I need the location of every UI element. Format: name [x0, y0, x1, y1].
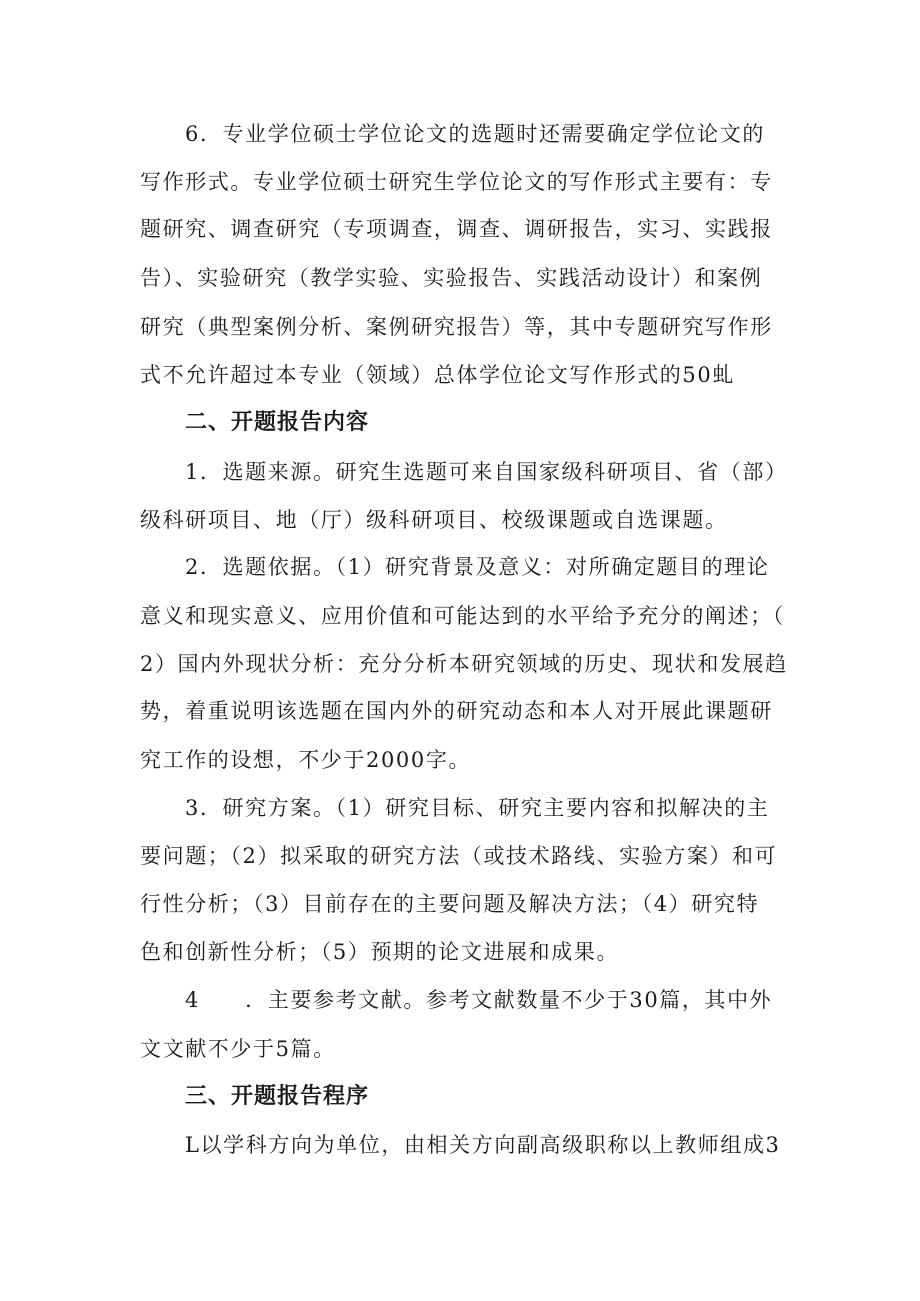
text-line: 要问题；（2）拟采取的研究方法（或技术路线、实验方案）和可	[140, 844, 778, 868]
text-line: 式不允许超过本专业（领域）总体学位论文写作形式的50虬	[140, 363, 735, 387]
text-line: 势，着重说明该选题在国内外的研究动态和本人对开展此课题研	[140, 699, 773, 723]
text-line: 色和创新性分析；（5）预期的论文进展和成果。	[140, 940, 620, 964]
text-line: L以学科方向为单位，由相关方向副高级职称以上教师组成3	[185, 1133, 781, 1157]
section-heading: 三、开题报告程序	[185, 1084, 370, 1109]
text-line: 1．选题来源。研究生选题可来自国家级科研项目、省（部）	[185, 460, 788, 484]
text-line: 4 ．主要参考文献。参考文献数量不少于30篇，其中外	[185, 988, 773, 1012]
text-line: 题研究、调查研究（专项调查，调查、调研报告，实习、实践报	[140, 217, 773, 241]
text-line: 文文献不少于5篇。	[140, 1037, 336, 1061]
text-line: 意义和现实意义、应用价值和可能达到的水平给予充分的阐述；（	[140, 604, 785, 628]
text-line: 2．选题依据。（1）研究背景及意义：对所确定题目的理论	[185, 555, 770, 579]
text-line: 究工作的设想，不少于2000字。	[140, 748, 472, 772]
text-line: 告）、实验研究（教学实验、实验报告、实践活动设计）和案例	[140, 266, 763, 290]
text-line: 6．专业学位硕士学位论文的选题时还需要确定学位论文的	[185, 122, 765, 146]
section-heading: 二、开题报告内容	[185, 410, 370, 435]
text-line: 研究（典型案例分析、案例研究报告）等，其中专题研究写作形	[140, 315, 773, 339]
text-line: 行性分析；（3）目前存在的主要问题及解决方法；（4）研究特	[140, 892, 760, 916]
text-line: 3．研究方案。（1）研究目标、研究主要内容和拟解决的主	[185, 796, 770, 820]
text-line: 级科研项目、地（厅）级科研项目、校级课题或自选课题。	[140, 508, 728, 532]
text-line: 写作形式。专业学位硕士研究生学位论文的写作形式主要有：专	[140, 170, 773, 194]
text-line: 2）国内外现状分析：充分分析本研究领域的历史、现状和发展趋	[140, 652, 788, 676]
